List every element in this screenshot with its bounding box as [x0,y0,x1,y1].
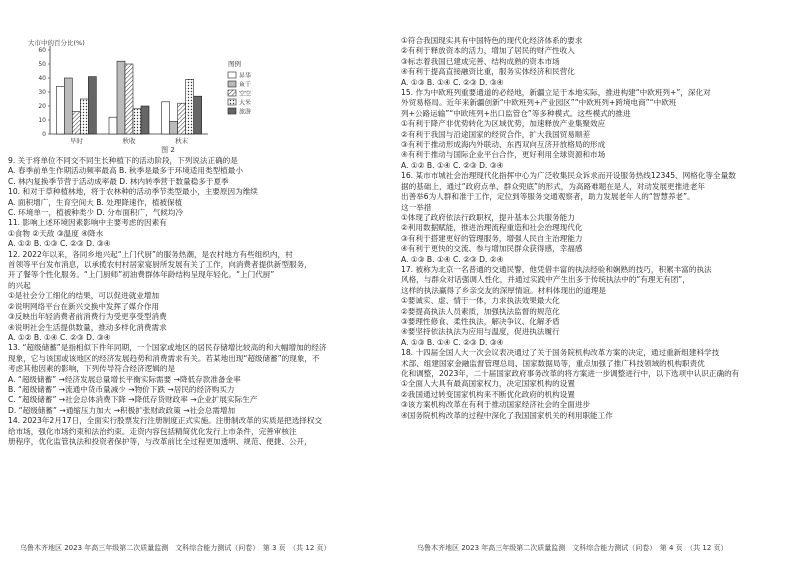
left-text-line: 册程序，优化监管执法和投资者保护等，与改革前比全过程更加透明、规范、便捷、公开， [8,436,312,446]
bar [125,64,133,134]
bar [117,61,125,134]
left-text-line: ③反映出年轻消费者前消费行为受更享受型消费 [8,312,167,322]
x-tick-label: 秋末 [175,137,189,145]
left-footer: 乌鲁木齐地区 2023 年高三年级第二次质量监测 文科综合能力测试（问卷） 第 3 页 （共 12 页） [20,544,331,552]
right-text-line: ①符合我国现实具有中国特色的现代化经济体系的要求 [401,36,583,45]
y-tick-label: 40 [38,75,46,82]
legend-swatch [228,108,236,114]
legend-swatch [228,99,236,105]
right-text-line: 这样的执法赢得了乡亲交友的深厚情谊。材料体现出的道理是 [401,285,607,295]
bar [186,79,194,134]
left-text-line: 考虑其他因素的影响，下列传导符合经济逻辑的是 [8,364,176,374]
right-text-line: ③有利于推动形成海内外联动、东西双向互济开放格局的形成 [401,140,606,150]
legend-entry: 旅游 [239,108,252,116]
left-text-line: 13. “超级储蓄”是指相似下件年同期，一个国家或地区的居民存储增比较高的和大幅增加的经济 [8,343,327,353]
bar [170,121,178,134]
right-text-line: 外贸易格局。近年来新疆创新“中欧班列+产业园区”“中欧班列+跨境电商”“中欧班 [401,98,677,108]
legend-entry: 鱼干 [239,81,252,89]
right-text-line: ③要理性修食、柔性执法，解决争议、化解矛盾 [401,316,560,326]
left-text-line: 首领等平台发布消息，以承揽农村村居家宴厨所发展有关了工作，向消费者提供新型服务， [8,260,312,270]
left-text-line: ①是社会分工细化的结果，可以促进就业增加 [8,291,160,301]
y-axis-label: 大市中的百分比(%) [28,39,85,47]
bar [162,102,170,134]
left-text-line: 14. 2023年2月17日，全面实行股票发行注册制度正式实施。注册制改革的实质是把选择权交 [8,416,323,426]
x-tick-label: 早时 [69,137,83,145]
right-text-line: A. ①③ B. ①④ C. ②③ D. ③④ [401,337,504,347]
right-text-line: ②要提高执法人员素质，加强执法监督的规范化 [401,306,560,316]
right-text-line: 17. 被称为北京一名普通的交通民警，他凭借丰富的执法经验和娴熟的技巧，积累丰富的执法 [401,264,712,274]
left-text-line: B. “超级储蓄” →流通中货币量减少 →物价下跌 →居民的经济购买力 [8,384,235,394]
right-text-line: ③标志着我国已建成完善、结构成熟的资本市场 [401,56,560,66]
legend-swatch [228,90,236,96]
right-text-line: A. ①② B. ①④ C. ②③ D. ③④ [401,160,504,170]
bar [109,117,117,134]
x-tick-label: 秋收 [122,137,136,145]
right-text-line: A. ①③ B. ①④ C. ②③ D. ②④ [401,254,504,264]
right-text-line: ④有利于提高直接融资比重，服务实体经济和民营化 [401,67,575,77]
left-text-line: D. “超级储蓄” →通缩压力加大 →积极扩张财政政策 →社会总需增加 [8,405,236,415]
right-text-line: ②利用数据赋能，推进治理流程重造和社会治理现代化 [401,223,583,233]
bar [72,112,80,134]
legend-entry: 空空 [239,90,252,98]
y-tick-label: 20 [38,103,46,110]
right-text-line: 列+公路运输”“中欧班列+出口监管仓”等多种模式。这些模式的推进 [401,108,631,118]
bar [88,77,96,134]
y-tick-label: 0 [42,131,46,138]
bar [141,106,149,134]
left-text-line: A. ①② B. ①④ C. ②③ D. ③④ [8,332,111,342]
right-footer: 乌鲁木齐地区 2023 年高三年级第二次质量监测 文科综合能力测试（问卷） 第 4 页 （共 12 页） [417,544,728,552]
left-text-line: ①食物 ②天敌 ③温度 ④降水 [8,228,104,238]
left-text-line: 的兴起 [8,280,31,290]
figure-label: 图 2 [161,146,175,154]
left-text-line: ②说明网络平台在新兴交换中发挥了媒介作用 [8,301,160,311]
legend-swatch [228,81,236,87]
bar [133,109,141,134]
bar [178,103,186,134]
left-text-line: A. 面积增广，生育空间大 B. 处理降速作，植被保植 [8,197,183,207]
right-text-line: 18. 十四届全国人大一次会议表决通过了关于国务院机构改革方案的决定，通过重新组建科学技 [401,348,720,358]
left-text-line: C. 林内复换季节营于活动成率最 D. 林内转季营于数量稳多于夏季 [8,176,229,186]
right-text-line: 这一举措 [401,202,432,212]
left-text-line: C. “超级储蓄” →社会总体消费下降 →降低存货财政率 →企业扩展实际生产 [8,395,258,405]
right-text-line: ①全面人大具有最高国家权力，决定国家机构的设置 [401,379,575,389]
bar-chart [28,36,298,154]
y-tick-label: 10 [38,117,46,124]
left-text-line: 10. 和对于草种植林地，将于农林种的活动季节类型最小，主要原因为维续 [8,187,258,197]
right-text-line: 风格，与群众对话强调人性化，并通过实践中产生出多于传统执法中的“有理无有团”， [401,275,690,285]
right-text-line: ②有利于释放资本的活力，增加了居民的财产性收入 [401,46,575,56]
left-text-line: 9. 关于将单位不同交不同生长种植下的活动阶段，下列说法正确的是 [8,156,238,165]
left-question-list [8,156,389,447]
left-text-line: 11. 影响上述环境因素影响中主要考虑的因素有 [8,218,167,228]
left-text-line: 现象，它与该国或该地区的经济发展趋势和消费需求有关。若某地出现“超级储蓄”的现象，不 [8,353,320,363]
y-tick-label: 60 [38,47,46,54]
right-text-line: ②有利于我国与沿途国家的经贸合作，扩大我国贸易顺差 [401,129,591,139]
left-text-line: A. 春季前单生作期活动频率最高 B. 秋季是最多于环境适用类型植最小 [8,166,243,176]
right-text-line: ①要诚实、虚、情于一体，力求执法效果最大化 [401,296,560,306]
left-text-line: A. ①② B. ①③ C. ②③ D. ③④ [8,239,111,249]
y-tick-label: 30 [38,89,46,96]
bar [56,86,64,134]
right-text-line: ④有利于推动与国际企业平台合作，更好利用全球资源和市场 [401,150,606,160]
right-text-line: A. ①③ B. ①④ C. ②③ D. ③④ [401,77,504,87]
y-tick-label: 50 [38,61,46,68]
right-text-line: ②我国通过转变国家机构来不断优化政府的机构设置 [401,389,575,399]
legend-swatch [228,72,236,78]
right-text-line: 出善举6为人群和准于工作，定位到等服务交通观察者，助力发展老年人的“智慧养老”。 [401,192,695,202]
right-text-line: 据的基础上，通过“政府点单、群众兜底”的形式，为高路难题在是人，对动发展更推进老年 [401,181,706,191]
right-text-line: ④有利于更快的交流、参与增加民群众获得感，幸福感 [401,244,583,254]
right-text-line: ④国务院机构改革的过程中深化了我国国家机关的利用职能工作 [401,410,613,420]
bar [194,96,202,134]
left-text-line: 给市场，强化市场约束和法治约束。走资内容包括精简优化发行上市条件，完善审核注 [8,426,297,436]
right-text-line: 16. 某市市城社会治理现代化指挥中心为广泛收集民众诉求而开设服务热线12345、网格化等全量数 [401,171,736,181]
right-question-list [401,36,784,421]
bar [64,78,72,134]
right-text-line: ④要坚持依法执法为应用与温度，促进执法履行 [401,327,560,337]
right-text-line: 15. 作为中欧班列重要通道的必经地，新疆立足于本地实际，推进构建“中欧班列+”，深化对 [401,88,711,98]
bar-chart-svg [28,36,298,154]
right-page [397,0,794,561]
right-text-line: ①有利于降产非优势转化为区域优势，加速释放产业集聚效应 [401,119,606,129]
right-text-line: ③有利于搭建更好的管理服务，增强人民自主治理能力 [401,233,583,243]
legend-entry: 昇华 [239,72,252,80]
legend-entry: 大米 [239,99,252,107]
legend-title: 图例 [228,60,241,68]
right-text-line: ①体现了政府依法行政职权，提升基本公共服务能力 [401,212,575,222]
right-text-line: 化和调整，2023年，二十届国家政府事务改革的将方案进一步调整进行中，以下选项中认识正确的有 [401,369,740,378]
left-text-line: A. “超级储蓄” →经济发展总量增长平衡实际需要 →降低存款准备金率 [8,374,241,384]
bar [80,99,88,134]
left-text-line: ④说明社会生活提供数量，推动多样化消费需求 [8,322,167,332]
left-text-line: 开了餐等个性化服务。“上门厨师”初油费群体年龄结构呈现年轻化。“上门代厨” [8,270,275,280]
left-text-line: 12. 2022年以来，各同乡地兴起“上门代厨”的服务热潮，是农村地方有些组织内，村 [8,249,293,259]
right-text-line: ③该方案机构改革在有利于推动国家经济社会的全面进步 [401,400,591,410]
right-text-line: 术部、组建国家金融监督管理总局、国家数据局等，重点加强了推广科技领域的机构职责优 [401,358,705,368]
left-text-line: C. 环境单一，植被种类少 D. 分布面积广，气候均冷 [8,208,184,218]
